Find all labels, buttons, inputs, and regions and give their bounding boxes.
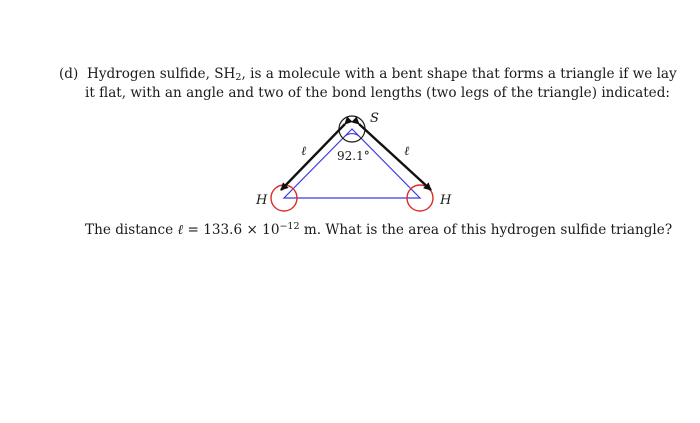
right-leg-label: ℓ — [404, 143, 410, 158]
left-leg-label: ℓ — [301, 143, 307, 158]
molecule-triangle-diagram — [240, 106, 460, 218]
problem-line-1 — [59, 66, 677, 82]
triangle-outline — [284, 129, 420, 198]
problem-line-2: it flat, with an angle and two of the bond lengths (two legs of the triangle) indicated: — [85, 85, 670, 101]
distance-variable: ℓ — [177, 222, 184, 238]
intro-text-b: , is a molecule with a bent shape that forms a triangle if we lay — [241, 66, 677, 82]
left-bond-arrow — [281, 124, 345, 190]
right-atom-label: H — [440, 193, 452, 208]
angle-label: 92.1° — [337, 149, 370, 163]
intro-subscript: 2 — [235, 72, 242, 83]
intro-text-a: Hydrogen sulfide, SH — [86, 66, 236, 82]
question-text-b: = 133.6 × 10 — [183, 222, 280, 238]
question-line — [85, 222, 672, 238]
part-label: (d) — [59, 66, 79, 82]
question-text-c: m. What is the area of this hydrogen sulfide triangle? — [299, 222, 673, 238]
apex-label: S — [370, 111, 379, 126]
question-text-a: The distance — [85, 222, 178, 238]
right-bond-arrow — [359, 124, 431, 190]
left-atom-label: H — [256, 193, 268, 208]
question-exponent: −12 — [279, 221, 300, 232]
